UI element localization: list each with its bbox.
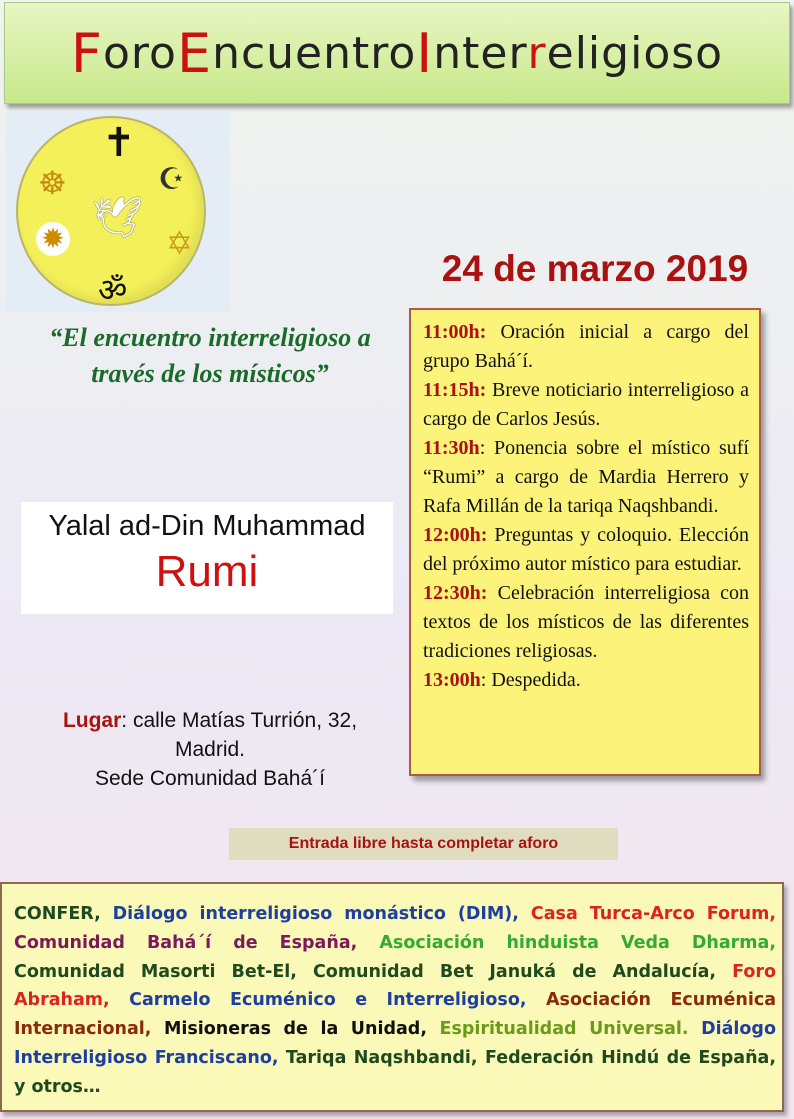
title-letter: r bbox=[527, 27, 547, 79]
organizations-box bbox=[0, 882, 784, 1112]
title-part: ncuentro bbox=[212, 27, 417, 79]
schedule-time: 12:30h: bbox=[423, 582, 488, 604]
org-item: Diálogo interreligioso monástico (DIM), bbox=[112, 904, 531, 924]
schedule-item bbox=[423, 376, 749, 434]
interfaith-emblem bbox=[16, 116, 206, 309]
org-item: Diálogo Interreligioso Franciscano, bbox=[14, 1019, 776, 1068]
quote-text: “El encuentro interreligioso a través de los místicos” bbox=[49, 323, 371, 388]
rumi-name: Rumi bbox=[155, 547, 259, 596]
bahai-star-icon: ✹ bbox=[36, 222, 70, 256]
schedule-item bbox=[423, 521, 749, 579]
schedule-box bbox=[409, 308, 761, 776]
title-part: nter bbox=[433, 27, 528, 79]
om-icon: ॐ bbox=[98, 271, 128, 309]
title-letter: E bbox=[176, 21, 213, 85]
entry-notice: Entrada libre hasta completar aforo bbox=[229, 828, 618, 860]
place-city: Madrid. bbox=[174, 738, 246, 761]
schedule-text: : Ponencia sobre el místico sufí “Rumi” a cargo de Mardia Herrero y Rafa Millán de la tariqa Naqshbandi. bbox=[423, 437, 749, 517]
place-info bbox=[20, 706, 400, 793]
schedule-item bbox=[423, 434, 749, 521]
org-item: Tariqa Naqshbandi, Federación Hindú de España, y otros… bbox=[14, 1047, 777, 1097]
org-item: Foro Abraham, bbox=[14, 961, 776, 1011]
rumi-box bbox=[21, 502, 393, 614]
event-date: 24 de marzo 2019 bbox=[441, 248, 749, 289]
schedule-item bbox=[423, 666, 749, 695]
dove-icon: 🕊 bbox=[92, 195, 143, 241]
org-item: Asociación Ecuménica Internacional, bbox=[14, 990, 777, 1040]
org-item: Asociación hinduista Veda Dharma, bbox=[379, 932, 776, 953]
place-label: Lugar bbox=[62, 709, 122, 732]
crescent-star-icon: ☪ bbox=[158, 162, 185, 197]
schedule-text: Celebración interreligiosa con textos de los místicos de las diferentes tradiciones religiosas. bbox=[423, 582, 749, 662]
title-part: eligioso bbox=[546, 27, 724, 79]
schedule-text: Preguntas y coloquio. Elección del próximo autor místico para estudiar. bbox=[423, 524, 749, 575]
title-letter: F bbox=[70, 21, 103, 85]
org-item: CONFER, bbox=[14, 904, 113, 924]
org-item: Comunidad Masorti Bet-El, Comunidad Bet Januká de Andalucía, bbox=[14, 961, 733, 982]
schedule-text: : Despedida. bbox=[480, 669, 581, 691]
org-item: Comunidad Bahá´í de España, bbox=[14, 932, 380, 953]
schedule-text: Oración inicial a cargo del grupo Bahá´í. bbox=[423, 321, 749, 372]
org-item: Espiritualidad Universal. bbox=[439, 1019, 702, 1040]
star-of-david-icon: ✡ bbox=[166, 224, 193, 262]
schedule-time: 11:30h bbox=[423, 437, 480, 459]
schedule-time: 11:15h: bbox=[423, 379, 487, 401]
org-item: Carmelo Ecuménico e Interreligioso, bbox=[129, 990, 546, 1011]
title-banner bbox=[4, 2, 790, 104]
org-item: Casa Turca-Arco Forum, bbox=[530, 904, 776, 924]
schedule-text: Breve noticiario interreligioso a cargo de Carlos Jesús. bbox=[423, 379, 749, 430]
dharma-wheel-icon: ☸ bbox=[38, 164, 67, 202]
schedule-item bbox=[423, 579, 749, 666]
org-item: Misioneras de la Unidad, bbox=[163, 1019, 440, 1040]
title-letter: I bbox=[416, 21, 434, 85]
schedule-item bbox=[423, 318, 749, 376]
schedule-time: 13:00h bbox=[423, 669, 481, 691]
place-venue: Sede Comunidad Bahá´í bbox=[95, 767, 325, 790]
cross-icon: ✝ bbox=[102, 120, 136, 166]
place-address: : calle Matías Turrión, 32, bbox=[121, 709, 358, 732]
title-part: oro bbox=[102, 27, 177, 79]
schedule-time: 12:00h: bbox=[423, 524, 488, 546]
schedule-time: 11:00h: bbox=[423, 321, 487, 343]
rumi-subtitle: Yalal ad-Din Muhammad bbox=[48, 510, 366, 542]
